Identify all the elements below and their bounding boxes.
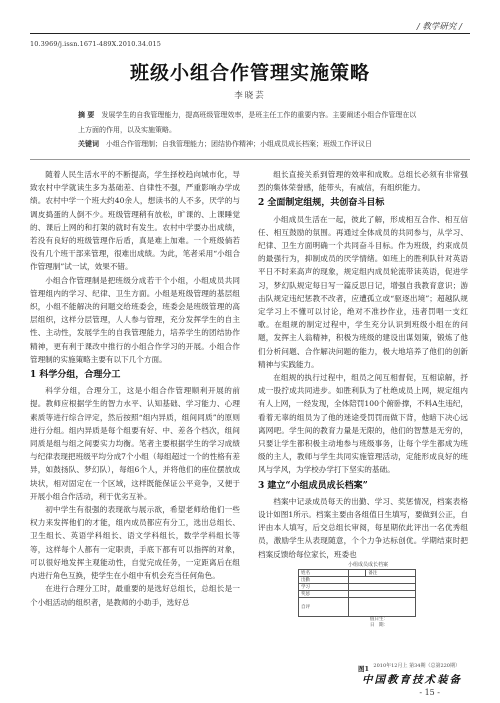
blank-cell xyxy=(348,570,366,577)
article-author: 李晓芸 xyxy=(234,91,266,101)
blank-cell xyxy=(348,584,415,591)
paragraph: 在组规的执行过程中，组员之间互相督促，互相谅解，抒成一股拧成共同进步。如胜利队为了杜绝成员上网，规定组内有人上网，一经发现，全体陪罚100个俯卧撑，不料A生违纪，看着无辜的组员为了他的迷途受罚罚而做下背，他暗下决心远离网吧。学生间的教育力量是无限的，他们的智慧是无穷的，只要让学生都积极主动地参与班级事务，让每个学生都成为班级的主人，教师与学生共同实施管理活动，定能形成良好的班风与学风，为学校办学打下坚实的基础。 xyxy=(258,373,468,475)
row-label: 自评 xyxy=(299,598,349,617)
archive-table xyxy=(298,569,416,617)
abstract-label: 摘 要 xyxy=(78,110,95,119)
paragraph: 档案中记录成员每天的出勤、学习、奖惩情况，档案表格设计如图1所示。档案主要由各组值日生填写，要做到公正，自评由本人填写，后交总组长审阅，每星期依此评出一名优秀组员，激励学生从表现随意，个个力争达标创优。学期结束时把档案反馈给每位家长，班委也 xyxy=(258,496,468,559)
paragraph: 小组合作管理制是把班级分成若干个小组，小组成员共同管理组内的学习、纪律、卫生方面。小组是班级管理的基层组织，小组不能解决的问题交给班委会，班委会是班级管理的高层组织，这样分层管理，人人参与管理，充分发挥学生的自主性、主动性，发展学生的自我管理能力，培养学生的团结协作精神，更有利于课改中推行的小组合作学习的开展。小组合作管理制的实施策略主要有以下几个方面。 xyxy=(30,275,240,364)
abstract-text: 发展学生的自我管理能力，提高班级管理效率，是班主任工作的重要内容。主要阐述小组合作管理在以上方面的作用，以及实施策略。 xyxy=(78,111,417,134)
keywords-text: 小组合作管理制；自我管理能力；团结协作精神；小组成员成长档案；班级工作评议日 xyxy=(106,140,372,148)
section-label: / 教学研究 / xyxy=(416,22,462,32)
paragraph: 初中学生有很强的表现欲与展示欲，希望老师给他们一些权力来发挥他们的才能，组内成员都应有分工，选出总组长、卫生组长、英语学科组长、语文学科组长，数学学科组长等等，这样每个人都有一定职责，手底下都有可以指挥的对象，可以很好地发挥主观能动性，自觉完成任务，一定距离后在组内进行角色互换，使学生在小组中有机会充当任何角色。 xyxy=(30,505,240,581)
paragraph: 小组成员生活在一起，彼此了解，形成相互合作、相互信任、相互鼓励的氛围。再通过全体成员的共同参与，从学习、纪律、卫生方面明确一个共同奋斗目标。作为班级，约束成员的最强行为，抑制成员的厌学情绪。如班上的胜利队针对英语平日不时来高声的现象，规定组内成员轮流带读英语，促进学习，梦幻队规定每日写一篇反思日记，增强自我教育意识；游击队规定违纪惩教不改者，应遭孤立或“驱逐出境”；超越队规定学习上不懂可以讨论，绝对不准抄作业，违者罚唱一支红歌。在组规的制定过程中，学生充分认识到班级小组在的问题，发挥主人翁精神，积极为班级的建设出谋划策，锻炼了他们分析问题、合作解决问题的能力，极大地培养了他们的创新精神与实践能力。 xyxy=(258,214,468,369)
keywords-label: 关键词 xyxy=(78,139,99,148)
right-column xyxy=(258,168,468,561)
header-divider xyxy=(30,159,470,160)
doi-text: 10.3969/j.issn.1671-489X.2010.34.015 xyxy=(30,40,161,48)
form-date: 日 期： xyxy=(370,623,388,628)
remark-cell: 备注 xyxy=(366,570,416,577)
page-number: - 15 - xyxy=(419,688,440,697)
journal-name: 中国教育技术装备 xyxy=(362,674,462,686)
section-heading: 1 科学分组，合理分工 xyxy=(30,370,121,381)
abstract-block xyxy=(78,108,422,152)
form-caption: 小组成员成长档案 xyxy=(347,562,388,568)
paragraph: 随着人民生活水平的不断提高，学生择校趋向城市化，导致农村中学就读生多为基础差、自律性不强，严重影响办学成绩。农村中学一个班大约40余人，想读书的人不多，厌学的与调皮捣蛋的人倒不少。班级管理稍有放松，旷课的、上课睡觉的、课后上网的和打架的就时有发生。农村中学要办出成绩，若没有良好的班级管理作后盾，真是难上加难。一个班级倘若没有几个班干部来管理，很难出成绩。为此，笔者采用“小组合作管理制”试一试，效果不错。 xyxy=(30,170,240,272)
paragraph: 在进行合理分工时，最重要的是选好总组长，总组长是一个小组活动的组织者，是教师的小助手，选好总 xyxy=(30,584,240,607)
paragraph: 组长直接关系到管理的效率和成败。总组长必须有非常强烈的集体荣誉感，能带头，有威信，有组织能力。 xyxy=(258,170,468,193)
section-heading: 3 建立“小组成员成长档案” xyxy=(258,480,368,491)
blank-cell xyxy=(348,577,415,584)
figure-label: 图1 xyxy=(358,665,370,673)
row-label: 学习 xyxy=(299,584,349,591)
keywords xyxy=(78,137,422,152)
blank-cell xyxy=(348,591,415,598)
row-label: 奖惩 xyxy=(299,591,349,598)
figure-archive-form xyxy=(298,561,438,629)
article-title: 班级小组合作管理实施策略 xyxy=(129,62,370,84)
left-column xyxy=(30,168,240,609)
paragraph: 科学分组，合理分工，这是小组合作管理顺利开展的前提。教师应根据学生的智力水平、认知基础、学习能力、心理素质等进行综合评定，然后按照“组内异质，组间同质”的原则进行分组。组内异质是每个组要有好、中、差各个档次，组间同质是组与组之间要实力均衡。笔者主要根据学生的学习成绩与纪律表现把班级平均分成7个小组（每组超过一个的性格有差异，如鼓扬队、梦幻队），每组6个人，并将他们的座位摆放成块状，相对固定在一个区域，这样既能保证公平竞争，又便于开展小组合作活动，利于优劣互补。 xyxy=(30,386,240,501)
name-cell: 姓名 xyxy=(299,570,349,577)
issue-info: 2010年12月上 第34期（总第220期） xyxy=(373,663,460,669)
row-label: 出勤 xyxy=(299,577,349,584)
top-rule xyxy=(30,33,470,34)
abstract xyxy=(78,108,422,137)
blank-cell xyxy=(348,598,415,617)
form-signature: 值日生： xyxy=(370,617,388,622)
section-heading: 2 全面制定组规，共创奋斗目标 xyxy=(258,198,385,209)
